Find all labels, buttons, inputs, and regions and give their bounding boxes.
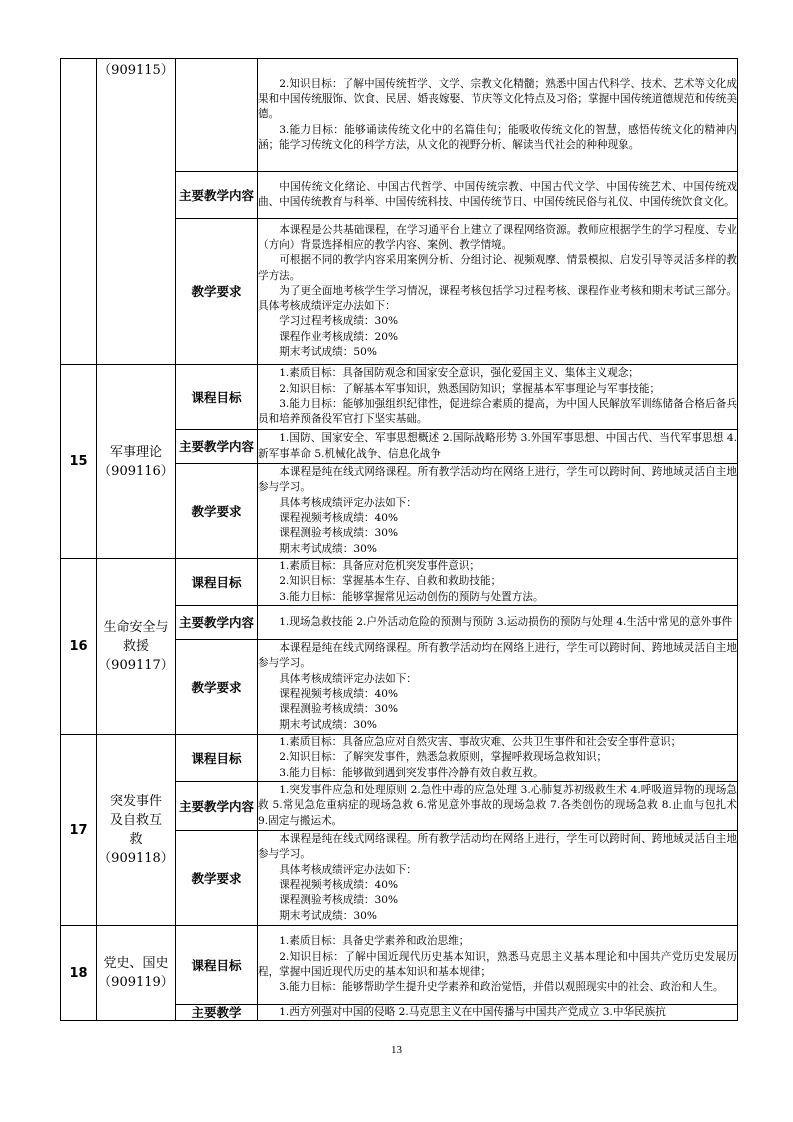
req-line: 本课程是纯在线式网络课程。所有教学活动均在网络上进行，学生可以跨时间、跨地域灵活自主地参与学习。 <box>258 833 737 861</box>
req-line: 课程视频考核成绩：40% <box>279 512 399 524</box>
goal-line: 2.知识目标：了解突发事件，熟悉急救原则，掌握呼救现场急救知识； <box>279 751 608 764</box>
req-label: 教学要求 <box>176 219 258 365</box>
req-label: 教学要求 <box>176 640 258 735</box>
goal-label: 课程目标 <box>176 559 258 606</box>
req-line: 学习过程考核成绩：30% <box>279 315 399 328</box>
goal-line: 2.知识目标：了解中国传统哲学、文学、宗教文化精髓；熟悉中国古代科学、技术、艺术等文化成果和中国传统服饰、饮食、民居、婚丧嫁娶、节庆等文化特点及习俗；掌握中国传统道德规范和传统美德。 <box>258 77 737 121</box>
req-line: 为了更全面地考核学生学习情况，课程考核包括学习过程考核、课程作业考核和期末考试三部分。具体考核成绩评定办法如下： <box>258 284 737 313</box>
req-line: 本课程是公共基础课程，在学习通平台上建立了课程网络资源。教师应根据学生的学习程度、专业（方向）背景选择相应的教学内容、案例、教学情境。 <box>258 223 737 251</box>
req-line: 课程作业考核成绩：20% <box>279 330 399 343</box>
req-line: 课程测验考核成绩：30% <box>279 527 399 540</box>
req-line: 本课程是纯在线式网络课程。所有教学活动均在网络上进行，学生可以跨时间、跨地域灵活自主地参与学习。 <box>258 466 737 494</box>
course-number: 16 <box>61 559 97 735</box>
req-label: 教学要求 <box>176 831 258 926</box>
content-text <box>258 606 738 640</box>
goal-content <box>258 59 738 172</box>
course-name: 党史、国史 <box>103 956 169 972</box>
content-line: 1.现场急救技能 2.户外活动危险的预测与预防 3.运动损伤的预防与处理 4.生活中常见的意外事件 <box>279 615 733 628</box>
course-number: 17 <box>61 735 97 926</box>
content-line: 1.国防、国家安全、军事思想概述 2.国际战略形势 3.外国军事思想、中国古代、当代军事思想 4.新军事革命 5.机械化战争、信息化战争 <box>258 432 737 460</box>
curriculum-table <box>60 58 738 1021</box>
content-line: 1.西方列强对中国的侵略 2.马克思主义在中国传播与中国共产党成立 3.中华民族抗 <box>279 1006 666 1018</box>
req-line: 期末考试成绩：50% <box>279 346 377 359</box>
goal-label: 课程目标 <box>176 365 258 430</box>
goal-line: 1.素质目标：具备应对危机突发事件意识； <box>279 560 480 573</box>
course-code: （909116） <box>98 463 174 479</box>
req-line: 期末考试成绩：30% <box>279 718 377 731</box>
req-line: 课程视频考核成绩：40% <box>279 688 399 700</box>
course-name-cell <box>97 59 176 365</box>
content-text <box>258 1005 738 1021</box>
req-content <box>258 464 738 559</box>
goal-line: 2.知识目标：了解基本军事知识，熟悉国防知识；掌握基本军事理论与军事技能； <box>279 382 661 395</box>
goal-line: 3.能力目标：能够帮助学生提升史学素养和政治觉悟，并借以观照现实中的社会、政治和人生。 <box>279 981 724 994</box>
goal-content <box>258 365 738 430</box>
req-line: 期末考试成绩：30% <box>279 542 377 555</box>
req-line: 课程视频考核成绩：40% <box>279 879 399 891</box>
content-label: 主要教学 <box>176 1005 258 1021</box>
course-code: （909119） <box>98 975 174 991</box>
course-name: 军事理论 <box>109 444 162 460</box>
req-content <box>258 640 738 735</box>
req-content <box>258 831 738 926</box>
goal-content <box>258 735 738 782</box>
goal-line: 3.能力目标：能够掌握常见运动创伤的预防与处置方法。 <box>279 590 544 603</box>
goal-line: 3.能力目标：能够加强组织纪律性，促进综合素质的提高，为中国人民解放军训练储备合格后备兵员和培养预备役军官打下坚实基础。 <box>258 398 737 426</box>
course-row-17-goal <box>61 735 738 782</box>
course-code: （909115） <box>98 63 174 78</box>
req-content <box>258 219 738 365</box>
goal-line: 1.素质目标：具备国防观念和国家安全意识，强化爱国主义、集体主义观念； <box>279 367 639 380</box>
content-text <box>258 172 738 219</box>
goal-content <box>258 559 738 606</box>
course-name: 生命安全与救援 <box>103 620 169 654</box>
content-text <box>258 430 738 464</box>
goal-line: 2.知识目标：掌握基本生存、自救和救助技能； <box>279 575 502 588</box>
goal-label-cell <box>176 59 258 172</box>
goal-line: 1.素质目标：具备应急应对自然灾害、事故灾难、公共卫生事件和社会安全事件意识； <box>279 736 682 749</box>
course-row-16-goal <box>61 559 738 606</box>
content-label: 主要教学内容 <box>176 782 258 831</box>
course-number: 18 <box>61 926 97 1021</box>
req-line: 本课程是纯在线式网络课程。所有教学活动均在网络上进行，学生可以跨时间、跨地域灵活自主地参与学习。 <box>258 642 737 670</box>
course-row-18-goal <box>61 926 738 1005</box>
goal-label: 课程目标 <box>176 926 258 1005</box>
goal-line: 3.能力目标：能够诵读传统文化中的名篇佳句；能吸收传统文化的智慧，感悟传统文化的精神内涵；能学习传统文化的科学方法，从文化的视野分析、解读当代社会的种种现象。 <box>258 123 737 151</box>
course-code: （909117） <box>98 658 174 673</box>
goal-label: 课程目标 <box>176 735 258 782</box>
course-name-cell <box>97 926 176 1021</box>
req-line: 课程测验考核成绩：30% <box>279 894 399 907</box>
req-line: 课程测验考核成绩：30% <box>279 703 399 716</box>
content-label: 主要教学内容 <box>176 606 258 640</box>
course-name-cell <box>97 559 176 735</box>
content-text <box>258 782 738 831</box>
course-number-cell <box>61 59 97 365</box>
req-label: 教学要求 <box>176 464 258 559</box>
goal-line: 2.知识目标：了解中国近现代历史基本知识，熟悉马克思主义基本理论和中国共产党历史发展历程，掌握中国近现代历史的基本知识和基本规律； <box>258 950 737 978</box>
goal-content <box>258 926 738 1005</box>
req-line: 具体考核成绩评定办法如下： <box>279 672 417 685</box>
course-row-15-goal <box>61 365 738 430</box>
goal-line: 1.素质目标：具备史学素养和政治思维； <box>279 935 470 948</box>
content-line: 中国传统文化绪论、中国古代哲学、中国传统宗教、中国古代文学、中国传统艺术、中国传统戏曲、中国传统教育与科举、中国传统科技、中国传统节日、中国传统民俗与礼仪、中国传统饮食文化。 <box>258 180 737 208</box>
content-line: 1.突发事件应急和处理原则 2.急性中毒的应急处理 3.心肺复苏初级救生术 4.呼吸道异物的现场急救 5.常见急危重病症的现场急救 6.常见意外事故的现场急救 7.各类创伤的现场急救 8.止血与包扎术 9.固定与搬运术。 <box>258 784 737 827</box>
course-name: 突发事件及自救互救 <box>109 794 162 847</box>
course-name-cell <box>97 365 176 559</box>
course-code: （909118） <box>98 851 174 866</box>
goal-line: 3.能力目标：能够做到遇到突发事件冷静有效自救互救。 <box>279 766 544 779</box>
page-number: 13 <box>391 1044 402 1056</box>
content-label: 主要教学内容 <box>176 430 258 464</box>
course-number: 15 <box>61 365 97 559</box>
course-name-cell <box>97 735 176 926</box>
course-row-14-goal <box>61 59 738 172</box>
req-line: 具体考核成绩评定办法如下： <box>279 863 417 876</box>
content-label: 主要教学内容 <box>176 172 258 219</box>
req-line: 具体考核成绩评定办法如下： <box>279 496 417 509</box>
req-line: 期末考试成绩：30% <box>279 909 377 922</box>
req-line: 可根据不同的教学内容采用案例分析、分组讨论、视频观摩、情景模拟、启发引导等灵活多样的教学方法。 <box>258 254 737 282</box>
